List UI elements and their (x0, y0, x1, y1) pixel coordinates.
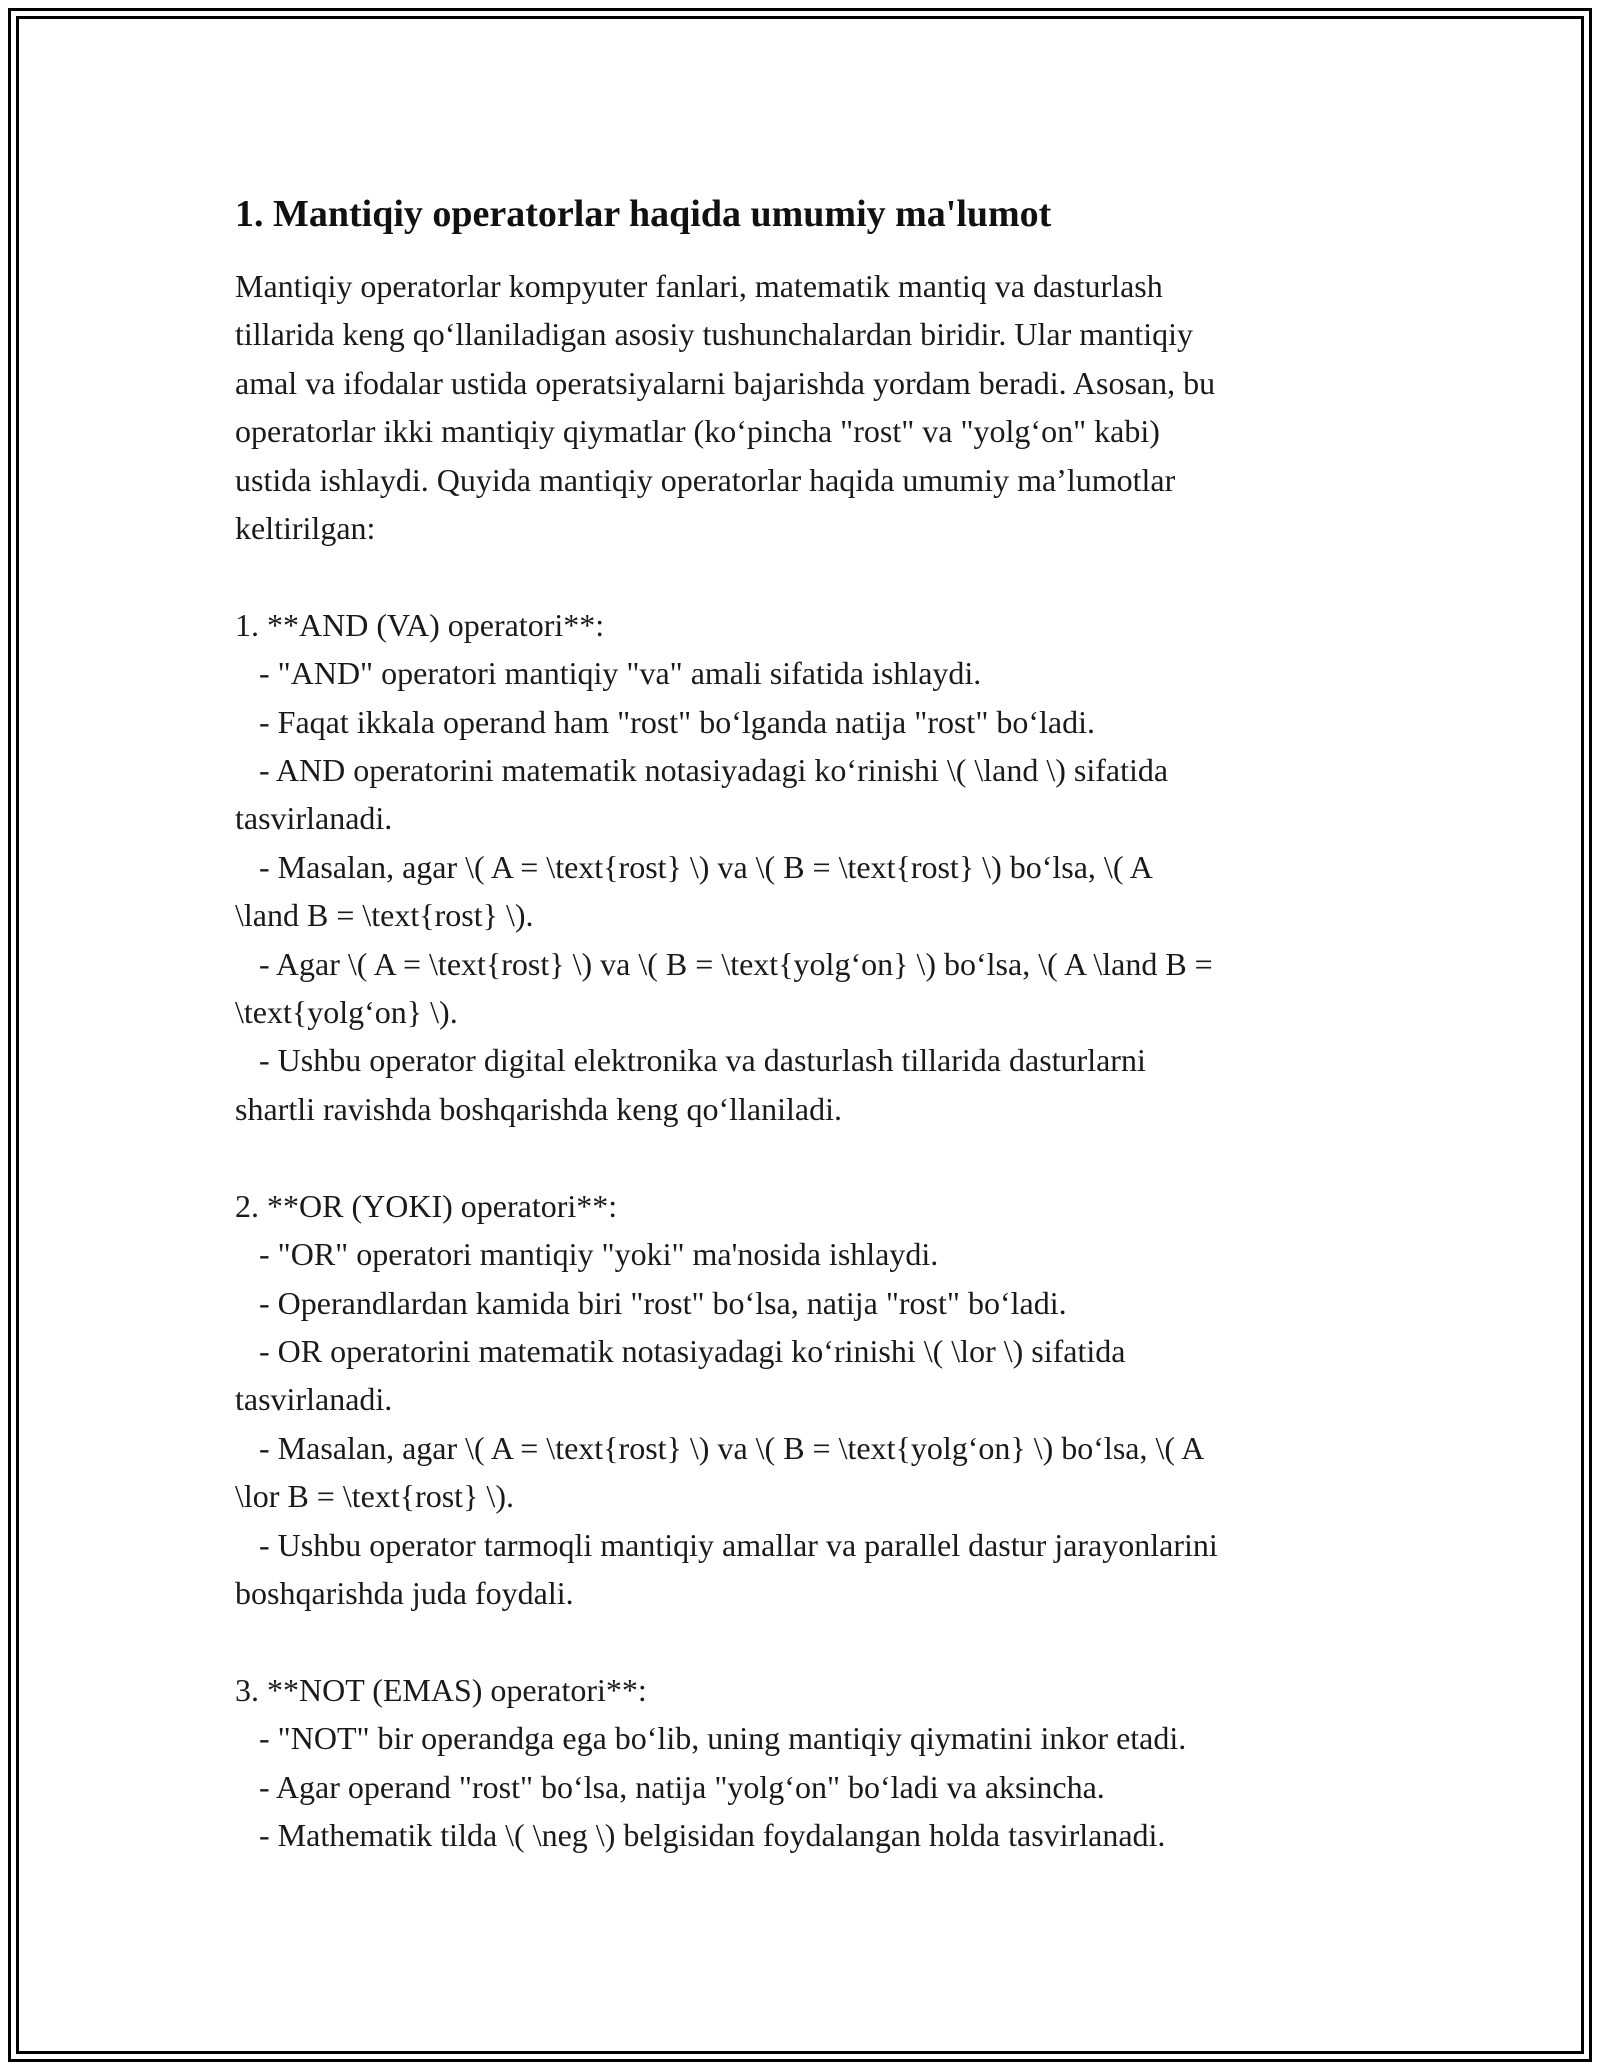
text-line: - Masalan, agar \( A = \text{rost} \) va \( B = \text{rost} \) bo‘lsa, \( A (235, 848, 1153, 885)
text-line: - Mathematik tilda \( \neg \) belgisidan foydalangan holda tasvirlanadi. (235, 1816, 1166, 1853)
text-line: - AND operatorini matematik notasiyadagi ko‘rinishi \( \land \) sifatida (235, 752, 1169, 789)
document-body (235, 188, 1385, 1859)
text-line: - Operandlardan kamida biri "rost" bo‘lsa, natija "rost" bo‘ladi. (235, 1284, 1067, 1321)
blank-line (235, 1617, 1385, 1665)
text-line: tasvirlanadi. (235, 800, 393, 837)
text-line: - Ushbu operator tarmoqli mantiqiy amallar va parallel dastur jarayonlarini (235, 1526, 1218, 1563)
text-line: - "NOT" bir operandga ega bo‘lib, uning mantiqiy qiymatini inkor etadi. (235, 1720, 1187, 1757)
text-line: amal va ifodalar ustida operatsiyalarni bajarishda yordam beradi. Asosan, bu (235, 364, 1216, 401)
text-line: operatorlar ikki mantiqiy qiymatlar (ko‘pincha "rost" va "yolg‘on" kabi) (235, 413, 1160, 450)
blank-line (235, 1133, 1385, 1181)
paragraph-block (235, 262, 1385, 1859)
text-line: - Agar \( A = \text{rost} \) va \( B = \text{yolg‘on} \) bo‘lsa, \( A \land B = (235, 945, 1213, 982)
text-line: ustida ishlaydi. Quyida mantiqiy operatorlar haqida umumiy ma’lumotlar (235, 461, 1176, 498)
text-line: boshqarishda juda foydali. (235, 1574, 574, 1611)
text-line: tillarida keng qo‘llaniladigan asosiy tushunchalardan biridir. Ular mantiqiy (235, 316, 1193, 353)
text-line: tasvirlanadi. (235, 1381, 393, 1418)
text-line: - OR operatorini matematik notasiyadagi ko‘rinishi \( \lor \) sifatida (235, 1332, 1126, 1369)
text-line: - Masalan, agar \( A = \text{rost} \) va \( B = \text{yolg‘on} \) bo‘lsa, \( A (235, 1429, 1205, 1466)
text-line: 3. **NOT (EMAS) operatori**: (235, 1671, 647, 1708)
text-line: Mantiqiy operatorlar kompyuter fanlari, matematik mantiq va dasturlash (235, 268, 1163, 304)
text-line: keltirilgan: (235, 510, 376, 547)
text-line: - Ushbu operator digital elektronika va dasturlash tillarida dasturlarni (235, 1042, 1146, 1079)
text-line: 2. **OR (YOKI) operatori**: (235, 1187, 618, 1224)
text-line: \land B = \text{rost} \). (235, 897, 534, 934)
text-line: \text{yolg‘on} \). (235, 994, 458, 1031)
text-line: - Agar operand "rost" bo‘lsa, natija "yolg‘on" bo‘ladi va aksincha. (235, 1768, 1105, 1805)
section-title: 1. Mantiqiy operatorlar haqida umumiy ma'lumot (235, 193, 1052, 235)
text-line: - "AND" operatori mantiqiy "va" amali sifatida ishlaydi. (235, 655, 982, 692)
text-line: - "OR" operatori mantiqiy "yoki" ma'nosida ishlaydi. (235, 1236, 939, 1273)
text-line: shartli ravishda boshqarishda keng qo‘llaniladi. (235, 1090, 842, 1127)
text-line: 1. **AND (VA) operatori**: (235, 606, 605, 643)
text-line: - Faqat ikkala operand ham "rost" bo‘lganda natija "rost" bo‘ladi. (235, 703, 1096, 740)
blank-line (235, 552, 1385, 600)
text-line: \lor B = \text{rost} \). (235, 1478, 514, 1515)
